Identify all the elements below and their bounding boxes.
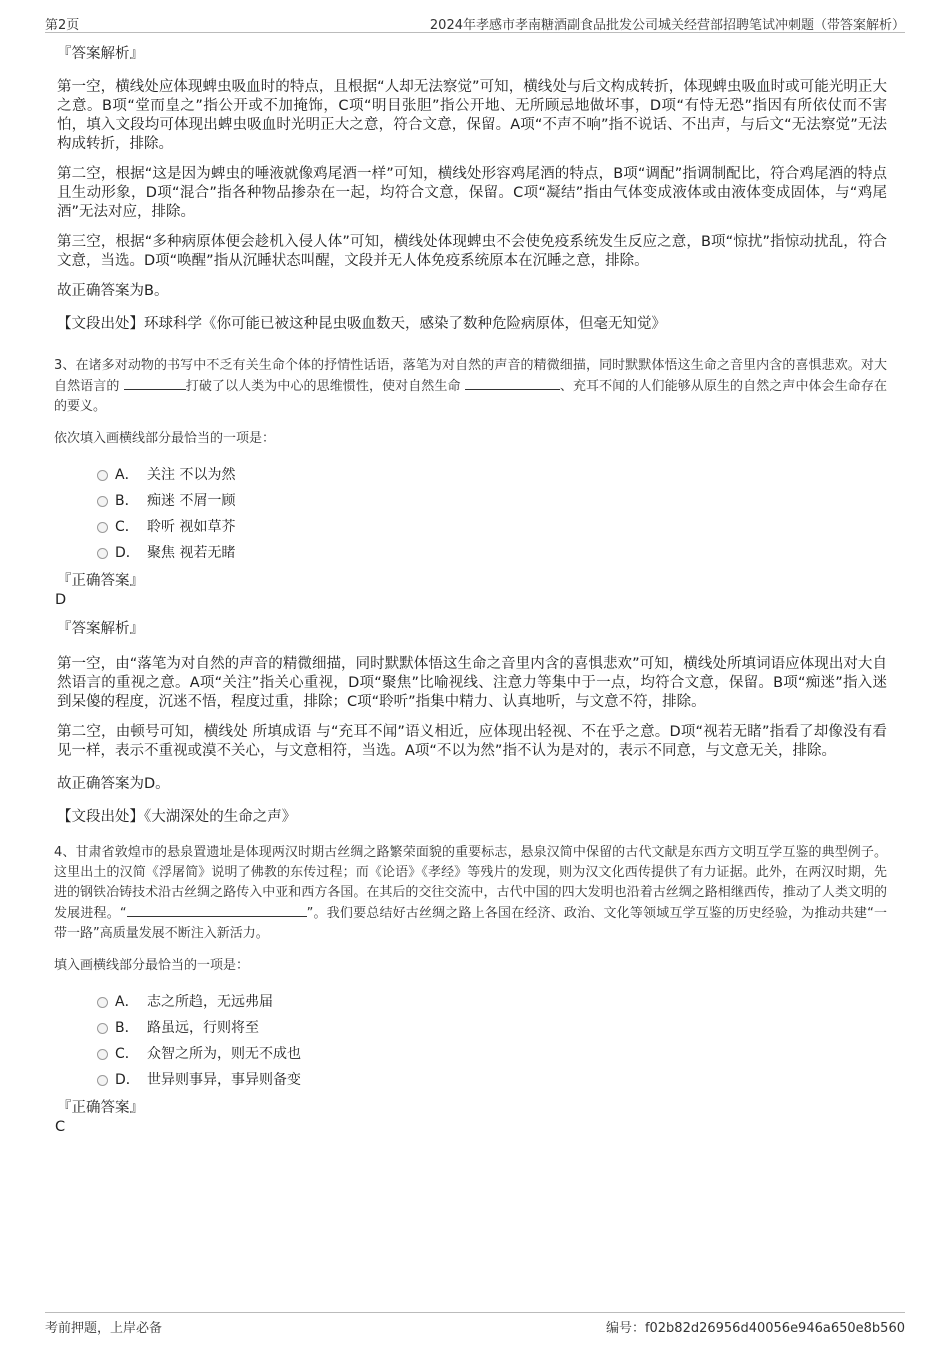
analysis-label: 『答案解析』 xyxy=(57,46,144,62)
option-d[interactable]: D． 聚焦 视若无睹 xyxy=(97,543,887,563)
question-3-options xyxy=(97,465,887,563)
page-footer xyxy=(45,1312,905,1336)
option-b[interactable]: B． 路虽远，行则将至 xyxy=(97,1018,887,1038)
radio-icon[interactable] xyxy=(97,997,108,1008)
correct-answer-value: C xyxy=(55,1119,66,1135)
document-id: 编号：f02b82d26956d40056e946a650e8b560 xyxy=(605,1321,905,1336)
analysis-paragraph: 第二空，根据“这是因为蜱虫的唾液就像鸡尾酒一样”可知，横线处形容鸡尾酒的特点，B项“调配”指调制配比，符合鸡尾酒的特点且生动形象，D项“混合”指各种物品掺杂在一起，均符合文意，保留。C项“凝结”指由气体变成液体或由液体变成固体，与“鸡尾酒”无法对应，排除。 xyxy=(57,166,887,220)
page-header xyxy=(45,12,905,33)
radio-icon[interactable] xyxy=(97,1023,108,1034)
page-number: 第2页 xyxy=(45,18,80,33)
question-4-prompt: 填入画横线部分最恰当的一项是： xyxy=(54,958,250,973)
correct-answer-value: D xyxy=(55,592,67,608)
radio-icon[interactable] xyxy=(97,548,108,559)
answer-conclusion: 故正确答案为D。 xyxy=(57,776,170,792)
analysis-paragraph: 第三空，根据“多种病原体便会趁机入侵人体”可知，横线处体现蜱虫不会使免疫系统发生反应之意，B项“惊扰”指惊动扰乱，符合文意，当选。D项“唤醒”指从沉睡状态叫醒，文段并无人体免疫系统原本在沉睡之意，排除。 xyxy=(57,234,887,269)
question-4-text: 4、甘肃省敦煌市的悬泉置遗址是体现两汉时期古丝绸之路繁荣面貌的重要标志，悬泉汉简中保留的古代文献是东西方文明互学互鉴的典型例子。这里出土的汉简《浮屠简》说明了佛教的东传过程；而《论语》《孝经》等残片的发现，则为汉文化西传提供了有力证据。此外，在两汉时期，先进的钢铁冶铸技术沿古丝绸之路传入中亚和西方各国。在其后的交往交流中，古代中国的四大发明也沿着古丝绸之路相继西传，推动了人类文明的发展进程。“ ”。我们要总结好古丝绸之路上各国在经济、政治、文化等领域互学互鉴的历史经验，为推动共建“一带一路”高质量发展不断注入新活力。 xyxy=(54,845,887,941)
option-c[interactable]: C． 众智之所为，则无不成也 xyxy=(97,1044,887,1064)
radio-icon[interactable] xyxy=(97,1075,108,1086)
option-c[interactable]: C． 聆听 视如草芥 xyxy=(97,517,887,537)
analysis-paragraph: 第二空，由顿号可知，横线处 所填成语 与“充耳不闻”语义相近，应体现出轻视、不在乎之意。D项“视若无睹”指看了却像没有看见一样，表示不重视或漠不关心，与文意相符，当选。A项“不以为然”指不认为是对的，表示不同意，与文意无关，排除。 xyxy=(57,724,887,759)
answer-conclusion: 故正确答案为B。 xyxy=(57,283,169,299)
correct-answer-label: 『正确答案』 xyxy=(57,573,144,589)
blank-line xyxy=(127,903,307,917)
option-a[interactable]: A． 志之所趋，无远弗届 xyxy=(97,992,887,1012)
source-citation: 【文段出处】环球科学《你可能已被这种昆虫吸血数天，感染了数种危险病原体，但毫无知觉》 xyxy=(57,316,666,332)
option-d[interactable]: D． 世异则事异，事异则备变 xyxy=(97,1070,887,1090)
source-citation: 【文段出处】《大湖深处的生命之声》 xyxy=(57,809,297,825)
footer-slogan: 考前押题，上岸必备 xyxy=(45,1321,163,1336)
blank-line xyxy=(124,376,186,390)
radio-icon[interactable] xyxy=(97,1049,108,1060)
radio-icon[interactable] xyxy=(97,522,108,533)
blank-line xyxy=(465,376,560,390)
page-content xyxy=(54,44,887,1146)
radio-icon[interactable] xyxy=(97,496,108,507)
option-b[interactable]: B． 痴迷 不屑一顾 xyxy=(97,491,887,511)
document-title: 2024年孝感市孝南糖酒副食品批发公司城关经营部招聘笔试冲刺题（带答案解析） xyxy=(429,18,905,33)
analysis-label: 『答案解析』 xyxy=(57,621,144,637)
question-4-options xyxy=(97,992,887,1090)
question-3-text: 3、在诸多对动物的书写中不乏有关生命个体的抒情性话语，落笔为对自然的声音的精微细描，同时默默体悟这生命之音里内含的喜惧悲欢。对大自然语言的 打破了以人类为中心的思维惯性，使对自然生命 、充耳不闻的人们能够从原生的自然之声中体会生命存在的要义。 xyxy=(54,358,887,414)
radio-icon[interactable] xyxy=(97,470,108,481)
option-a[interactable]: A． 关注 不以为然 xyxy=(97,465,887,485)
question-3-prompt: 依次填入画横线部分最恰当的一项是： xyxy=(54,431,276,446)
analysis-paragraph: 第一空，横线处应体现蜱虫吸血时的特点，且根据“人却无法察觉”可知，横线处与后文构成转折，体现蜱虫吸血时或可能光明正大之意。B项“堂而皇之”指公开或不加掩饰，C项“明目张胆”指公开地、无所顾忌地做坏事，D项“有恃无恐”指因有所依仗而不害怕，填入文段均可体现出蜱虫吸血时光明正大之意，符合文意，保留。A项“不声不响”指不说话、不出声，与后文“无法察觉”无法构成转折，排除。 xyxy=(57,79,887,152)
analysis-paragraph: 第一空，由“落笔为对自然的声音的精微细描，同时默默体悟这生命之音里内含的喜惧悲欢”可知，横线处所填词语应体现出对大自然语言的重视之意。A项“关注”指关心重视，D项“聚焦”比喻视线、注意力等集中于一点，均符合文意，保留。B项“痴迷”指入迷到呆傻的程度，沉迷不悟，程度过重，排除；C项“聆听”指集中精力、认真地听，与文意不符，排除。 xyxy=(57,656,887,710)
correct-answer-label: 『正确答案』 xyxy=(57,1100,144,1116)
